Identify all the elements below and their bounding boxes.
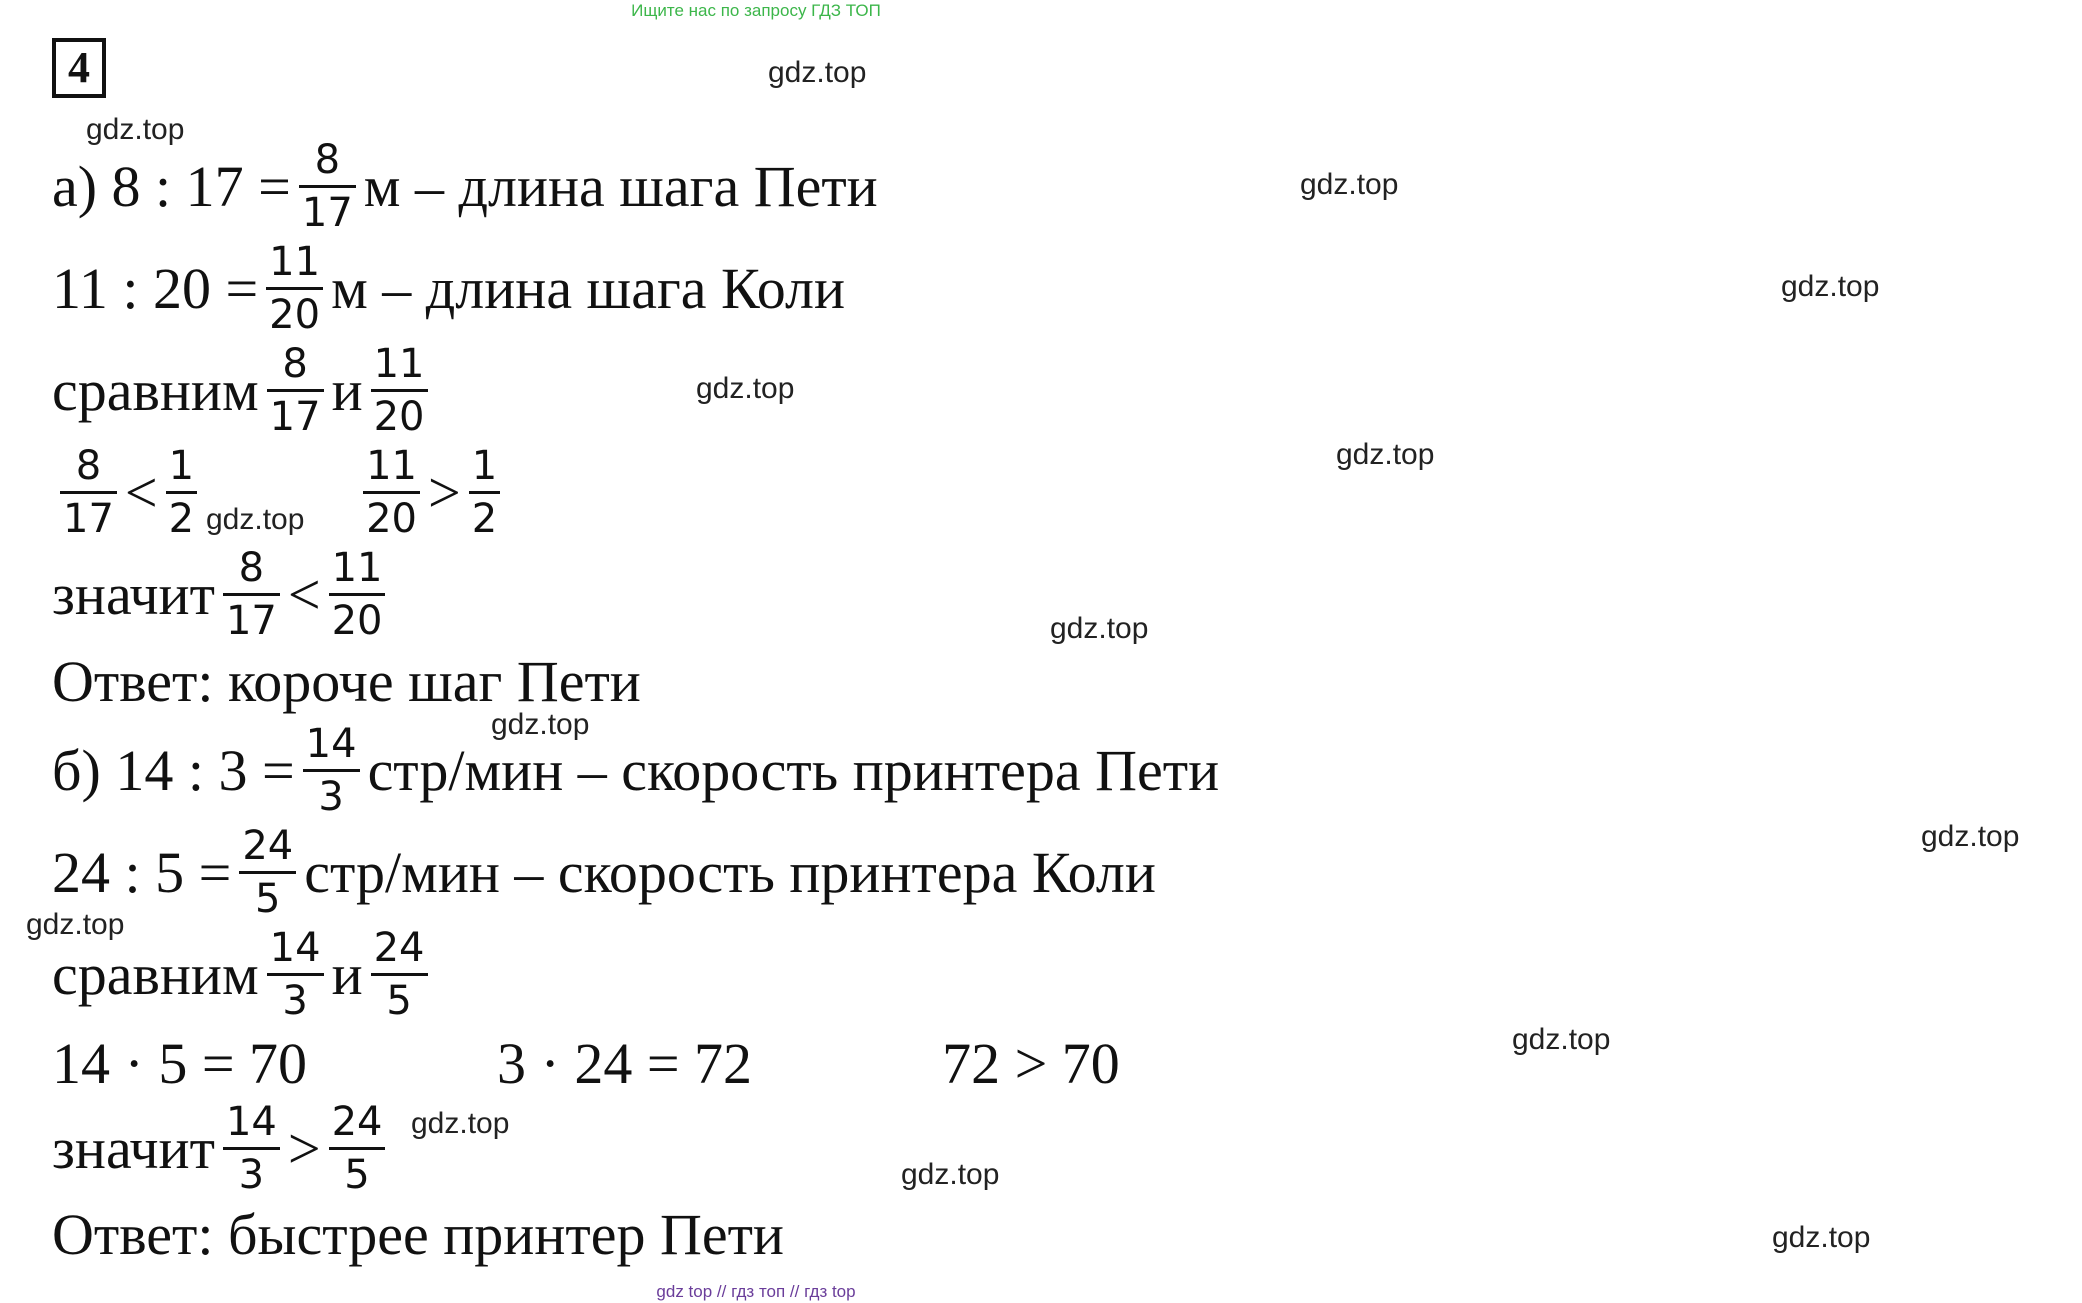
- expression-text: стр/мин – скорость принтера Коли: [304, 840, 1156, 905]
- fraction: $\frac{24}{5}$: [329, 1102, 386, 1195]
- watermark: gdz.top: [768, 56, 867, 89]
- expression-text: м – длина шага Коли: [331, 256, 846, 321]
- expression-text: значит: [52, 562, 215, 627]
- comparison-sign: >: [287, 1116, 321, 1181]
- watermark: gdz.top: [206, 503, 305, 536]
- part-b-answer: Ответ: быстрее принтер Пети: [52, 1202, 784, 1267]
- watermark: gdz.top: [1512, 1023, 1611, 1056]
- part-b-line-5: [52, 1099, 393, 1198]
- watermark: gdz.top: [1050, 612, 1149, 645]
- watermark: gdz.top: [1772, 1221, 1871, 1254]
- fraction: $\frac{11}{20}$: [371, 344, 428, 437]
- comparison-sign: >: [427, 460, 461, 525]
- expression-text: м – длина шага Пети: [363, 154, 878, 219]
- expression-text: и: [331, 942, 363, 1007]
- footer-links[interactable]: gdz top // гдз топ // гдз top: [656, 1282, 856, 1301]
- expression-text: значит: [52, 1116, 215, 1181]
- search-banner[interactable]: Ищите нас по запросу ГДЗ ТОП: [631, 1, 881, 20]
- watermark: gdz.top: [1781, 270, 1880, 303]
- expression-text: сравним: [52, 942, 259, 1007]
- fraction: $\frac{14}{3}$: [303, 724, 360, 817]
- expression-text: и: [331, 358, 363, 423]
- expression-text: стр/мин – скорость принтера Пети: [367, 738, 1220, 803]
- part-a-answer: Ответ: короче шаг Пети: [52, 649, 641, 714]
- fraction: $\frac{8}{17}$: [60, 446, 117, 539]
- part-b-line-4: [52, 1030, 1120, 1097]
- watermark: gdz.top: [491, 708, 590, 741]
- fraction: $\frac{1}{2}$: [166, 446, 197, 539]
- equation: 14 · 5 = 70: [52, 1031, 308, 1096]
- watermark: gdz.top: [696, 372, 795, 405]
- part-a-line-3: [52, 341, 436, 440]
- task-number-box: 4: [52, 38, 106, 98]
- equation: 72 > 70: [942, 1031, 1120, 1096]
- fraction: $\frac{8}{17}$: [299, 140, 356, 233]
- fraction: $\frac{11}{20}$: [329, 548, 386, 641]
- comparison-sign: <: [287, 562, 321, 627]
- part-a-line-5: [52, 545, 393, 644]
- equation: 3 · 24 = 72: [497, 1031, 753, 1096]
- expression-text: сравним: [52, 358, 259, 423]
- part-a-line-2: [52, 239, 846, 338]
- watermark: gdz.top: [1336, 438, 1435, 471]
- fraction: $\frac{8}{17}$: [267, 344, 324, 437]
- fraction: $\frac{8}{17}$: [223, 548, 280, 641]
- expression-text: 11 : 20 =: [52, 256, 259, 321]
- fraction: $\frac{14}{3}$: [223, 1102, 280, 1195]
- watermark: gdz.top: [901, 1158, 1000, 1191]
- expression-text: б) 14 : 3 =: [52, 738, 295, 803]
- watermark: gdz.top: [1921, 820, 2020, 853]
- part-b-line-1: [52, 721, 1220, 820]
- fraction: $\frac{14}{3}$: [267, 928, 324, 1021]
- part-a-line-1: [52, 137, 878, 236]
- watermark: gdz.top: [411, 1107, 510, 1140]
- watermark: gdz.top: [1300, 168, 1399, 201]
- part-b-line-3: [52, 925, 436, 1024]
- part-a-line-4: [52, 443, 508, 542]
- fraction: $\frac{24}{5}$: [371, 928, 428, 1021]
- watermark: gdz.top: [86, 113, 185, 146]
- watermark: gdz.top: [26, 908, 125, 941]
- fraction: $\frac{24}{5}$: [239, 826, 296, 919]
- part-b-line-2: [52, 823, 1156, 922]
- fraction: $\frac{11}{20}$: [266, 242, 323, 335]
- comparison-sign: <: [124, 460, 158, 525]
- expression-text: 24 : 5 =: [52, 840, 232, 905]
- expression-text: а) 8 : 17 =: [52, 154, 291, 219]
- fraction: $\frac{11}{20}$: [363, 446, 420, 539]
- fraction: $\frac{1}{2}$: [469, 446, 500, 539]
